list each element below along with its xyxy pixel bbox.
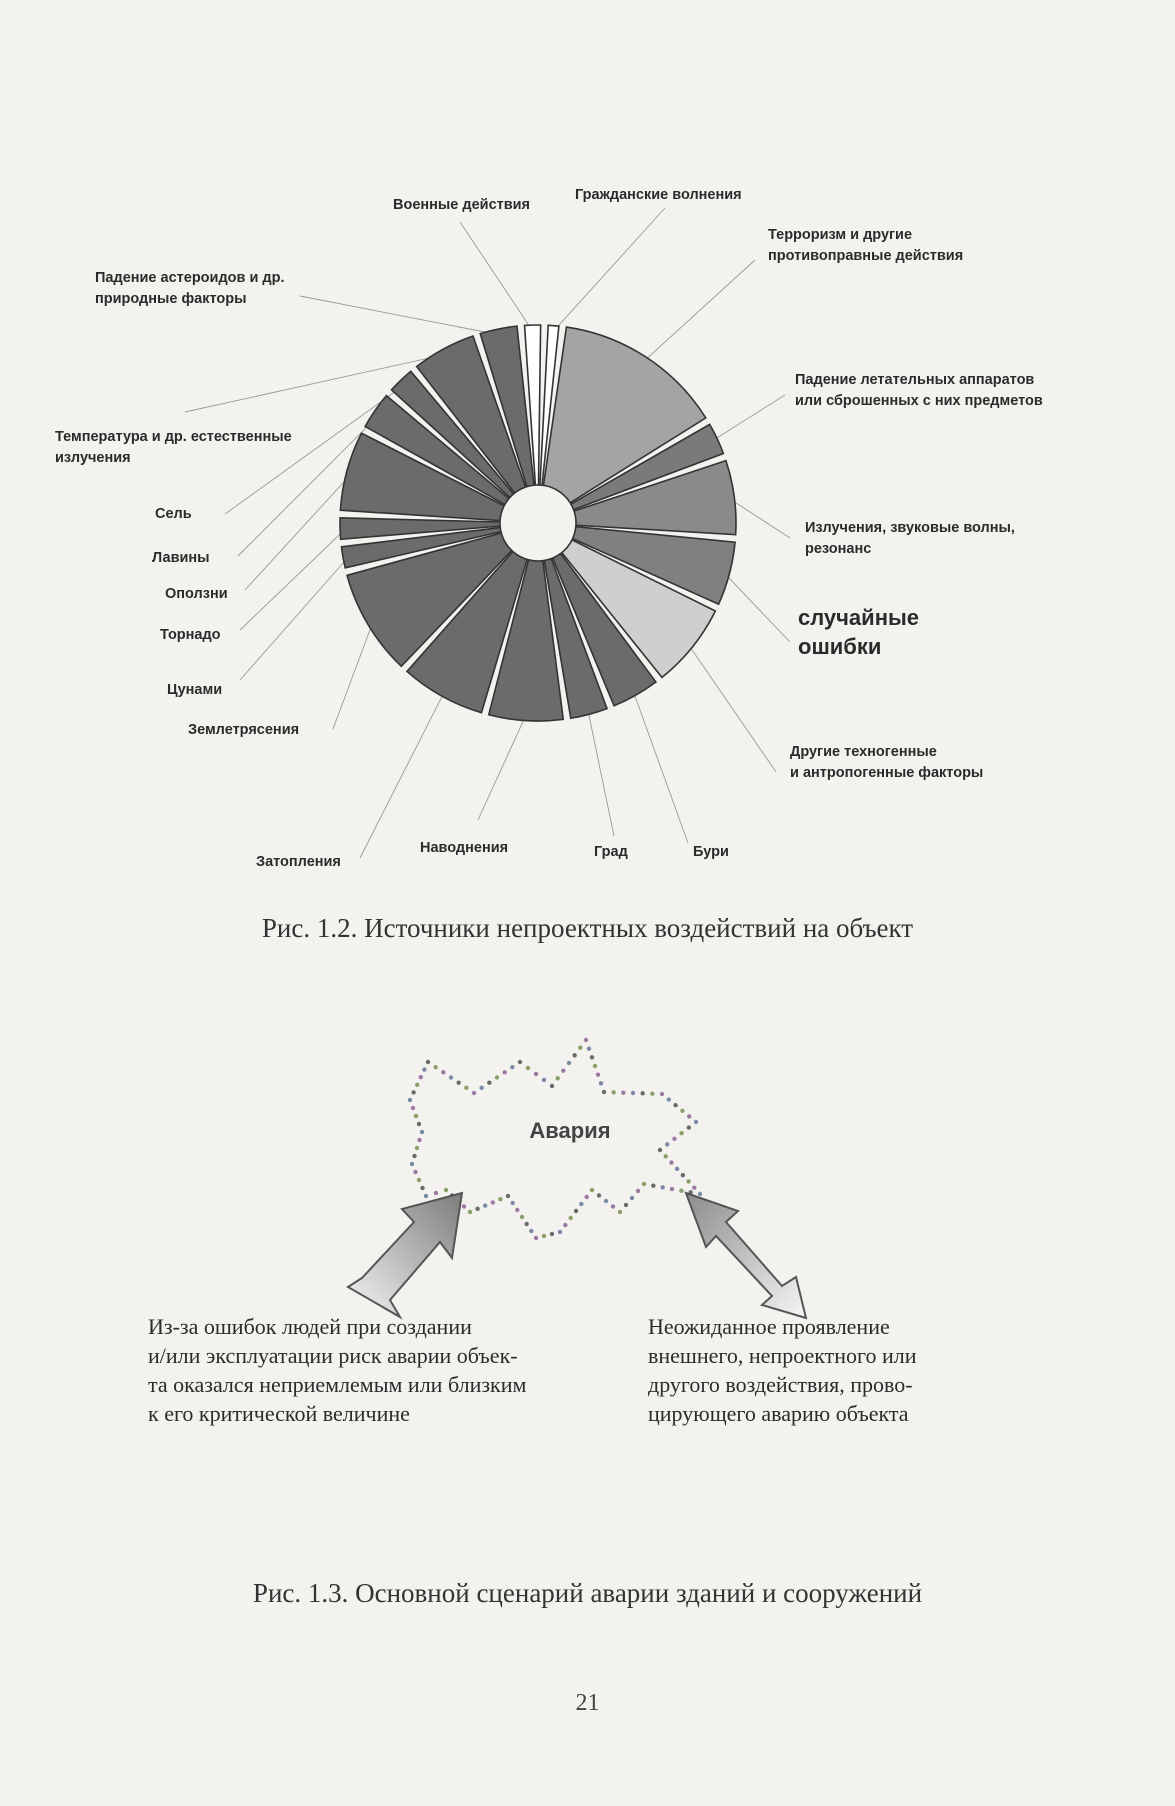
slice-label [420,838,508,859]
burst-dot [479,1086,483,1090]
burst-dot [417,1122,421,1126]
burst-dot [665,1142,669,1146]
burst-dot [631,1091,635,1095]
burst-dot [518,1060,522,1064]
burst-dot [426,1060,430,1064]
slice-label [160,625,221,646]
slice-label-line: ошибки [798,633,882,659]
burst-dot [498,1197,502,1201]
burst-dot [441,1070,445,1074]
slice-label-line: и антропогенные факторы [790,765,984,782]
burst-dot [483,1203,487,1207]
slice-label-line: или сброшенных с них предметов [795,393,1043,410]
leader-line [553,208,665,332]
burst-dot [698,1192,702,1196]
burst-dot [651,1183,655,1187]
burst-dot [413,1170,417,1174]
leader-line [633,690,688,843]
text-line: та оказался неприемлемым или близким [148,1372,527,1398]
burst-dot [584,1038,588,1042]
burst-dot [567,1061,571,1065]
burst-dot [602,1090,606,1094]
slice-label [167,680,222,701]
burst-dot [462,1204,466,1208]
burst-dot [529,1229,533,1233]
burst-dot [667,1097,671,1101]
slice-label [95,268,284,310]
slice-label [188,720,299,741]
accident-scenario-diagram [348,1038,806,1318]
slice-label [155,504,192,525]
burst-dot [506,1194,510,1198]
burst-dot [502,1070,506,1074]
slice-label-line: Излучения, звуковые волны, [805,520,1015,536]
slice-label-line: излучения [55,450,131,467]
burst-dot [475,1207,479,1211]
burst-dot [650,1091,654,1095]
burst-dot [561,1068,565,1072]
slice-label [575,185,742,206]
burst-dot [415,1083,419,1087]
burst-dot [692,1186,696,1190]
burst-dot [555,1076,559,1080]
slice-label-line: Затопления [256,854,341,870]
leader-line [333,621,373,729]
slice-label [152,548,210,569]
leader-line [460,222,533,331]
text-line: Из-за ошибок людей при создании [148,1314,472,1339]
burst-dot [419,1075,423,1079]
figure-2-caption: Рис. 1.3. Основной сценарий аварии зданий и сооружений [252,1578,923,1608]
burst-dot [640,1091,644,1095]
text-line: к его критической величине [148,1401,410,1427]
burst-dot [694,1120,698,1124]
slice-label-line: Град [594,844,628,860]
slice-label-line: Падение летательных аппаратов [795,372,1035,388]
burst-dot [433,1065,437,1069]
leader-line [240,528,346,630]
external-impact-text [648,1312,917,1428]
leader-line [728,498,790,538]
burst-dot [675,1167,679,1171]
burst-dot [673,1103,677,1107]
leader-line [300,296,500,335]
slice-label-line: резонанс [805,541,872,558]
burst-dot [687,1125,691,1129]
burst-dot [434,1191,438,1195]
text-line: другого воздействия, прово- [648,1372,913,1398]
slice-label [768,225,963,267]
left-arrow-icon [348,1193,462,1317]
slice-label-line: Землетрясения [188,722,300,738]
burst-dot [515,1208,519,1212]
burst-dot [611,1090,615,1094]
slice-label-line: Температура и др. естественные [55,429,292,445]
leader-line [588,708,614,836]
burst-dot [558,1230,562,1234]
burst-dot [415,1146,419,1150]
burst-dot [420,1186,424,1190]
burst-dot [417,1138,421,1142]
burst-dot [672,1137,676,1141]
slice-label [393,195,530,216]
slice-label-line: Лавины [152,550,210,566]
slice-label [805,518,1015,560]
burst-dot [526,1066,530,1070]
burst-dot [464,1086,468,1090]
slice-label-line: Торнадо [160,627,221,643]
burst-dot [660,1092,664,1096]
burst-dot [590,1055,594,1059]
burst-dot [411,1090,415,1094]
burst-dot [491,1200,495,1204]
burst-dot [417,1178,421,1182]
leader-line [724,572,790,642]
text-line: Неожиданное проявление [648,1314,890,1339]
leader-line [360,691,445,858]
burst-dot [420,1130,424,1134]
burst-dot [604,1199,608,1203]
burst-dot [574,1209,578,1213]
slice-label [795,370,1043,412]
human-error-text [148,1312,526,1428]
burst-dot [658,1148,662,1152]
burst-dot [424,1194,428,1198]
burst-dot [408,1098,412,1102]
burst-dot [621,1090,625,1094]
page-number: 21 [575,1690,600,1716]
burst-dot [624,1203,628,1207]
burst-dot [411,1106,415,1110]
burst-dot [534,1072,538,1076]
text-line: и/или эксплуатации риск аварии объек- [148,1343,518,1369]
burst-dot [630,1196,634,1200]
leader-line [643,260,755,362]
burst-dot [669,1160,673,1164]
slice-label-line: Наводнения [420,840,509,856]
text-line: цирующего аварию объекта [648,1401,909,1427]
slice-label-line: Оползни [165,586,228,602]
leader-line [240,556,349,680]
burst-dot [444,1188,448,1192]
burst-dot [681,1173,685,1177]
slice-label-line: Цунами [167,682,223,698]
slice-label-line: Другие техногенные [790,744,937,760]
slice-label-line: природные факторы [95,291,247,308]
burst-dot [680,1109,684,1113]
burst-dot [414,1114,418,1118]
burst-dot [495,1075,499,1079]
slice-label-line: Терроризм и другие [768,227,913,243]
burst-dot [572,1053,576,1057]
burst-dot [611,1204,615,1208]
burst-dot [568,1216,572,1220]
slice-label [693,842,729,863]
burst-dot [456,1080,460,1084]
burst-dot [596,1072,600,1076]
burst-dot [472,1091,476,1095]
leader-line [478,715,526,820]
burst-dot [534,1236,538,1240]
burst-dot [449,1075,453,1079]
burst-dot [410,1162,414,1166]
text-line: внешнего, непроектного или [648,1343,917,1369]
slice-label [594,842,628,863]
slice-label-line: Сель [155,506,192,522]
burst-dot [524,1222,528,1226]
leader-line [688,643,776,772]
burst-dot [599,1081,603,1085]
slice-label [256,852,341,873]
burst-dot [679,1188,683,1192]
burst-dot [679,1131,683,1135]
burst-dot [468,1210,472,1214]
slice-label-line: Военные действия [393,197,531,213]
burst-dot [597,1193,601,1197]
slice-label [790,742,983,784]
burst-dot [618,1210,622,1214]
burst-dot [510,1065,514,1069]
accident-label: Авария [529,1118,611,1143]
slice-label [165,584,228,605]
right-arrow-icon [686,1193,806,1318]
burst-dot [660,1185,664,1189]
burst-dot [642,1182,646,1186]
burst-dot [686,1179,690,1183]
pie-slices [340,325,736,721]
slice-label [55,427,292,469]
burst-dot [590,1188,594,1192]
slice-label-line: Бури [693,844,729,860]
slice-label [798,604,919,661]
burst-dot [487,1080,491,1084]
burst-dot [563,1223,567,1227]
burst-dot [542,1078,546,1082]
burst-dot [412,1154,416,1158]
burst-dot [587,1046,591,1050]
burst-dot [520,1215,524,1219]
burst-dot [550,1084,554,1088]
burst-dot [422,1067,426,1071]
burst-dot [578,1045,582,1049]
slice-label-line: Падение астероидов и др. [95,270,285,286]
burst-dot [636,1189,640,1193]
burst-dot [593,1064,597,1068]
burst-dot [670,1187,674,1191]
burst-dot [584,1195,588,1199]
burst-dot [579,1202,583,1206]
figure-1-caption: Рис. 1.2. Источники непроектных воздействий на объект [261,913,914,943]
burst-dot [510,1201,514,1205]
leader-line [245,472,353,590]
slice-label-line: противоправные действия [768,248,964,265]
burst-dot [687,1114,691,1118]
burst-dot [542,1234,546,1238]
burst-dot [550,1232,554,1236]
leader-line [712,395,785,441]
burst-dot [664,1154,668,1158]
slice-label-line: случайные [798,605,919,630]
slice-label-line: Гражданские волнения [575,187,742,203]
